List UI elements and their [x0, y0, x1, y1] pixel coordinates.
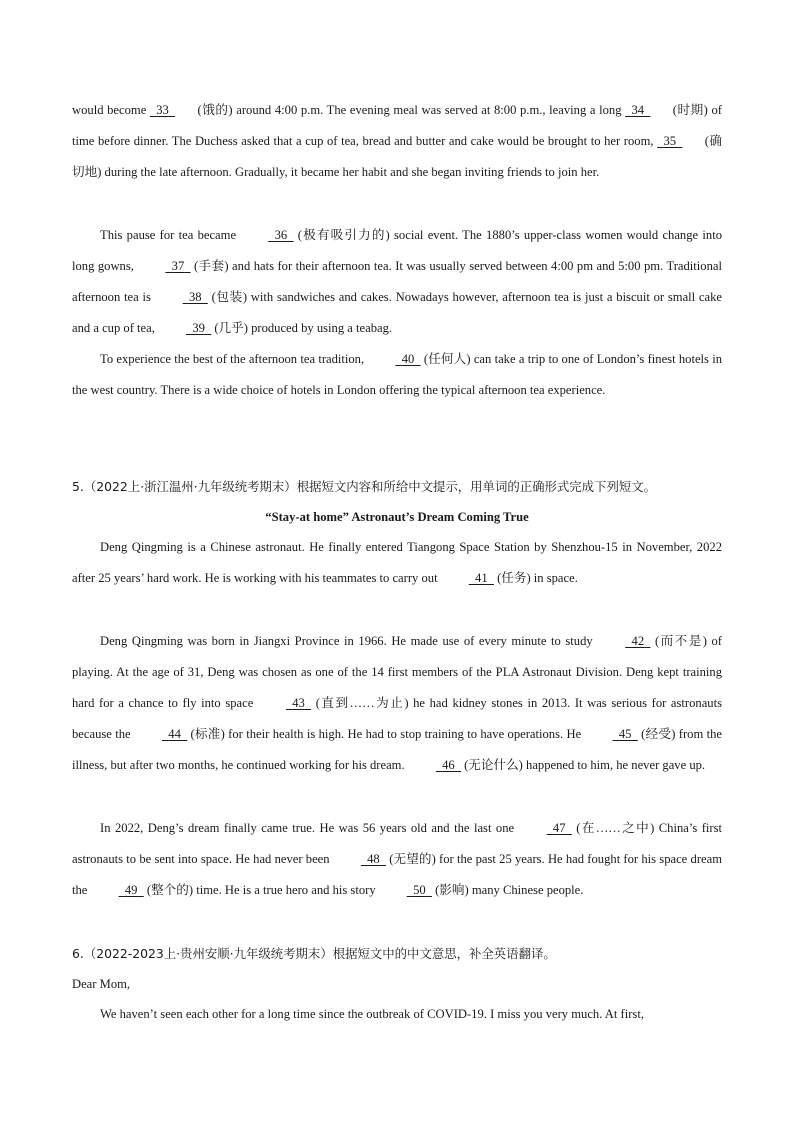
- text-run: (包装) with sandwiches and cakes. Nowadays however, afternoon tea is just a biscuit or small cake and a cup of tea,: [72, 290, 722, 335]
- text-run: (手套) and hats for their afternoon tea. It was usually served between 4:00 pm and 5:00 pm. Traditional afternoon tea is: [72, 259, 722, 304]
- blank-37[interactable]: 37: [171, 259, 185, 273]
- blank-50[interactable]: 50: [413, 883, 426, 897]
- blank-48[interactable]: 48: [367, 852, 380, 866]
- text-run: (无望的) for the past 25 years. He had fought for his space dream the: [72, 852, 722, 897]
- blank-47[interactable]: 47: [552, 821, 566, 835]
- blank-41[interactable]: 41: [475, 571, 488, 585]
- text-run: To experience the best of the afternoon tea tradition,: [100, 352, 368, 366]
- text-run: (而不是) of playing. At the age of 31, Deng was chosen as one of the 14 first members of the PLA Astronaut Division. Deng kept training hard for a chance to fly into space: [72, 634, 722, 710]
- text-run: (任何人) can take a trip to one of London’s finest hotels in the west country. There is a wide choice of hotels in London offering the typical afternoon tea experience.: [72, 352, 723, 397]
- blank-33[interactable]: 33: [156, 103, 169, 117]
- blank-34[interactable]: 34: [631, 103, 645, 117]
- blank-44[interactable]: 44: [168, 727, 181, 741]
- text-run: (标准) for their health is high. He had to stop training to have operations. He: [187, 727, 585, 741]
- blank-45[interactable]: 45: [618, 727, 632, 741]
- text-run: (经受) from the illness, but after two months, he continued working for his dream.: [72, 727, 722, 772]
- text-run: (极有吸引力的) social event. The 1880’s upper-class women would change into long gowns,: [72, 228, 722, 273]
- text-run: (任务) in space.: [493, 571, 578, 585]
- blank-39[interactable]: 39: [192, 321, 205, 335]
- q5-paragraph-2: [72, 626, 722, 781]
- q5-paragraph-1: [72, 532, 722, 594]
- question-6-heading: 6.（2022-2023上·贵州安顺·九年级统考期末）根据短文中的中文意思，补全英语翻译。: [72, 946, 556, 961]
- text-run: (饿的) around 4:00 p.m. The evening meal was served at 8:00 p.m., leaving a long: [193, 103, 626, 117]
- blank-46[interactable]: 46: [442, 758, 455, 772]
- blank-49[interactable]: 49: [124, 883, 138, 897]
- passage4-paragraph-3: [72, 344, 722, 406]
- blank-36[interactable]: 36: [274, 228, 288, 242]
- blank-42[interactable]: 42: [631, 634, 645, 648]
- text-run: (时期) of time before dinner. The Duchess asked that a cup of tea, bread and butter and cake would be brought to her room,: [72, 103, 722, 148]
- blank-38[interactable]: 38: [188, 290, 202, 304]
- text-run: (直到……为止) he had kidney stones in 2013. It was serious for astronauts because the: [72, 696, 722, 741]
- blank-35[interactable]: 35: [663, 134, 677, 148]
- text-run: Deng Qingming was born in Jiangxi Province in 1966. He made use of every minute to study: [100, 634, 598, 648]
- text-run: (影响) many Chinese people.: [431, 883, 584, 897]
- q5-paragraph-3: [72, 813, 722, 906]
- text-run: (无论什么) happened to him, he never gave up.: [460, 758, 706, 772]
- text-run: (几乎) produced by using a teabag.: [211, 321, 393, 335]
- q6-paragraph-1: We haven’t seen each other for a long time since the outbreak of COVID-19. I miss you very much. At first,: [100, 1007, 644, 1021]
- passage4-paragraph-2: [72, 220, 722, 344]
- passage-title: “Stay-at home” Astronaut’s Dream Coming True: [265, 510, 529, 524]
- text-run: would become: [72, 103, 150, 117]
- blank-43[interactable]: 43: [292, 696, 305, 710]
- text-run: In 2022, Deng’s dream finally came true. He was 56 years old and the last one: [100, 821, 519, 835]
- blank-40[interactable]: 40: [401, 352, 415, 366]
- text-run: This pause for tea became: [100, 228, 241, 242]
- text-run: (确切地) during the late afternoon. Gradually, it became her habit and she began inviting friends to join her.: [72, 134, 722, 179]
- text-run: (在……之中) China’s first astronauts to be sent into space. He had never been: [72, 821, 723, 866]
- text-run: Deng Qingming is a Chinese astronaut. He finally entered Tiangong Space Station by Shenzhou-15 in November, 2022 after 25 years’ hard work. He is working with his teammates to carry out: [72, 540, 722, 585]
- letter-greeting: Dear Mom,: [72, 977, 131, 991]
- passage4-paragraph-1: [72, 95, 722, 188]
- text-run: (整个的) time. He is a true hero and his story: [143, 883, 379, 897]
- question-5-heading: 5.（2022上·浙江温州·九年级统考期末）根据短文内容和所给中文提示，用单词的正确形式完成下列短文。: [72, 479, 657, 494]
